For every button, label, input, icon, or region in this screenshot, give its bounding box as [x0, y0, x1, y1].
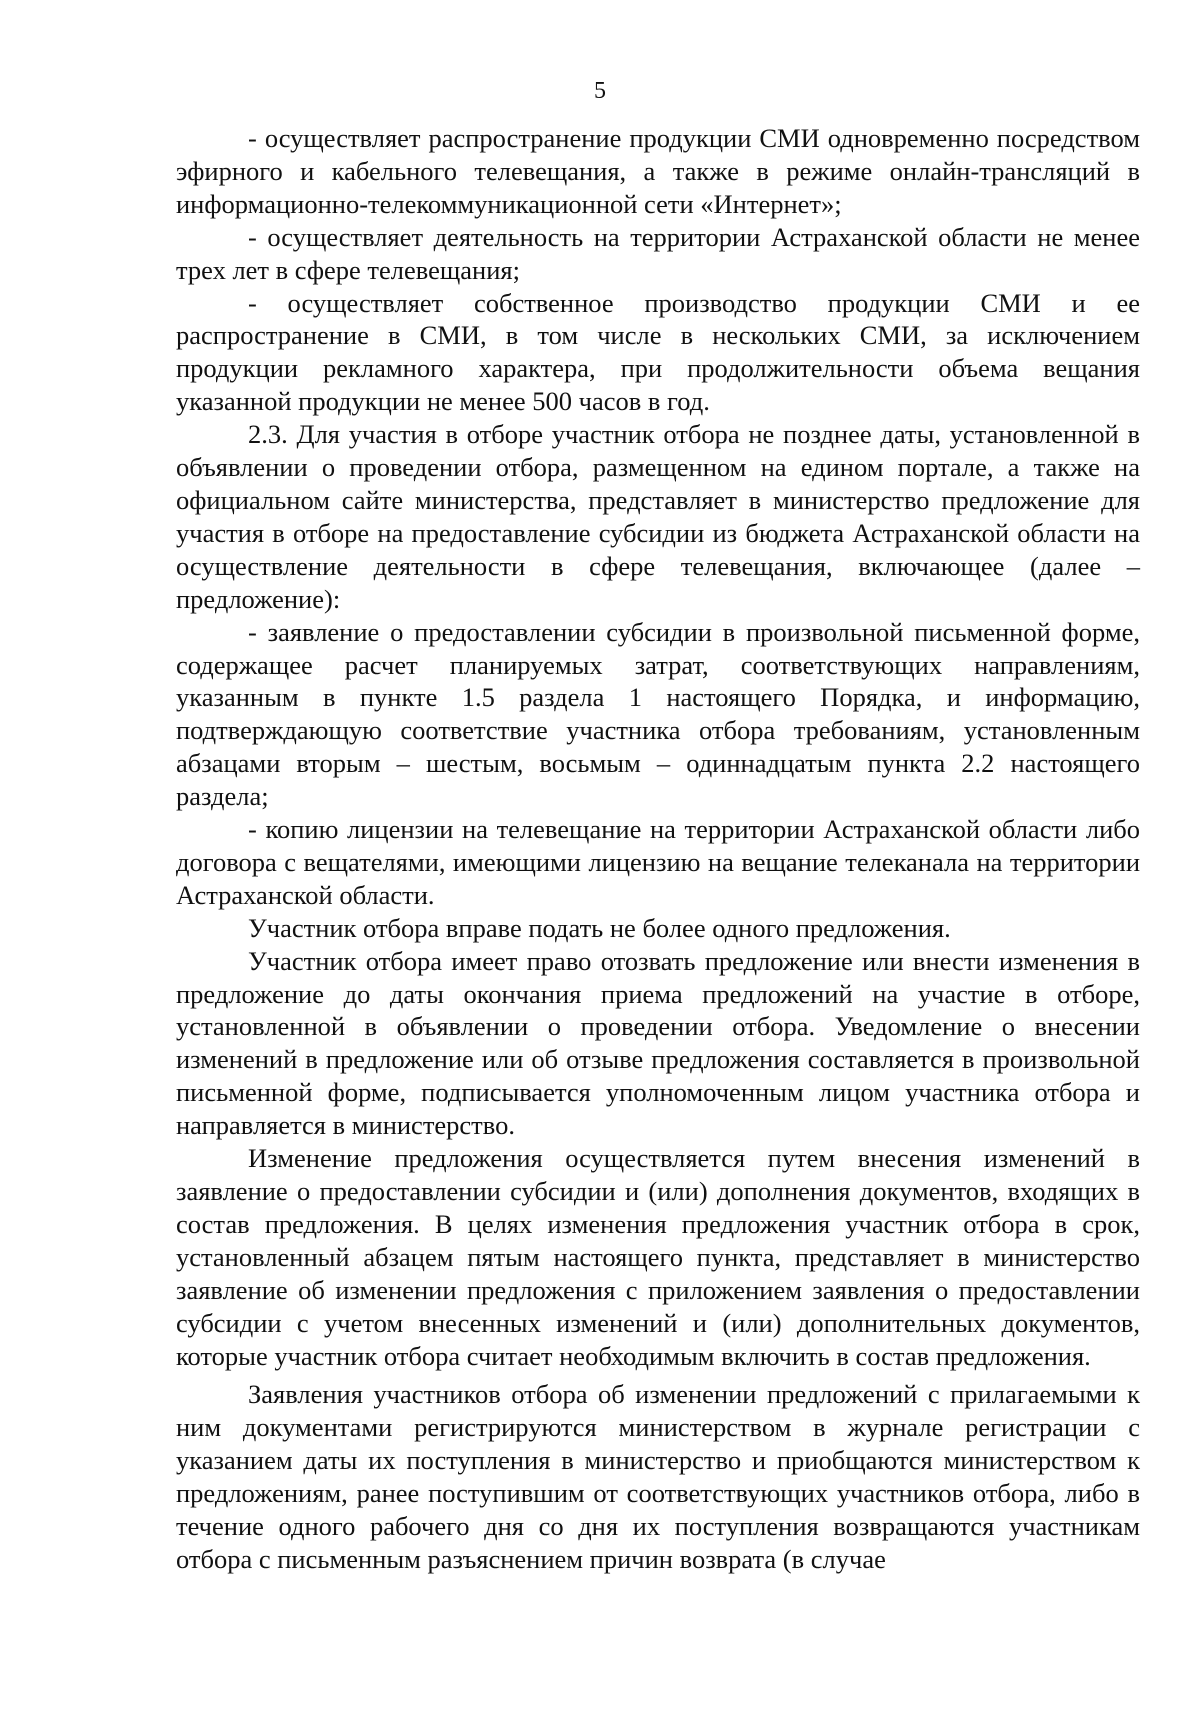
paragraph-1: - осуществляет распространение продукции СМИ одновременно посредством эфирного и кабельного телевещания, а также в режиме онлайн-трансляций в информационно-телекоммуникационной сети «Интернет»; — [176, 123, 1140, 219]
paragraph-3: - осуществляет собственное производство продукции СМИ и ее распространение в СМИ, в том числе в нескольких СМИ, за исключением продукции рекламного характера, при продолжительности объема вещания указанной продукции не менее 500 часов в год. — [176, 287, 1140, 417]
paragraph-7: Участник отбора вправе подать не более одного предложения. — [248, 912, 951, 943]
paragraph-2: - осуществляет деятельность на территории Астраханской области не менее трех лет в сфере телевещания; — [176, 221, 1140, 285]
paragraph-8: Участник отбора имеет право отозвать предложение или внести изменения в предложение до даты окончания приема предложений на участие в отборе, установленной в объявлении о проведении отбора. Уведомление о внесении изменений в предложение или об отзыве предложения составляется в произвольной письменной форме, подписывается уполномоченным лицом участника отбора и направляется в министерство. — [176, 945, 1140, 1141]
paragraph-10: Заявления участников отбора об изменении предложений с прилагаемыми к ним документами регистрируются министерством в журнале регистрации с указанием даты их поступления в министерство и приобщаются министерством к предложениям, ранее поступившим от соответствующих участников отбора, либо в течение одного рабочего дня со дня их поступления возвращаются участникам отбора с письменным разъяснением причин возврата (в случае — [176, 1379, 1140, 1574]
paragraph-6: - копию лицензии на телевещание на территории Астраханской области либо договора с вещателями, имеющими лицензию на вещание телеканала на территории Астраханской области. — [176, 814, 1140, 910]
page-number: 5 — [594, 78, 606, 104]
document-body — [176, 122, 1140, 1576]
paragraph-5: - заявление о предоставлении субсидии в произвольной письменной форме, содержащее расчет планируемых затрат, соответствующих направлениям, указанным в пункте 1.5 раздела 1 настоящего Порядка, и информацию, подтверждающую соответствие участника отбора требованиям, установленным абзацами вторым – шестым, восьмым – одиннадцатым пункта 2.2 настоящего раздела; — [176, 616, 1140, 812]
paragraph-9: Изменение предложения осуществляется путем внесения изменений в заявление о предоставлении субсидии и (или) дополнения документов, входящих в состав предложения. В целях изменения предложения участник отбора в срок, установленный абзацем пятым настоящего пункта, представляет в министерство заявление об изменении предложения с приложением заявления о предоставлении субсидии с учетом внесенных изменений и (или) дополнительных документов, которые участник отбора считает необходимым включить в состав предложения. — [176, 1143, 1140, 1371]
paragraph-4: 2.3. Для участия в отборе участник отбора не позднее даты, установленной в объявлении о проведении отбора, размещенном на едином портале, а также на официальном сайте министерства, представляет в министерство предложение для участия в отборе на предоставление субсидии из бюджета Астраханской области на осуществление деятельности в сфере телевещания, включающее (далее – предложение): — [176, 419, 1140, 614]
